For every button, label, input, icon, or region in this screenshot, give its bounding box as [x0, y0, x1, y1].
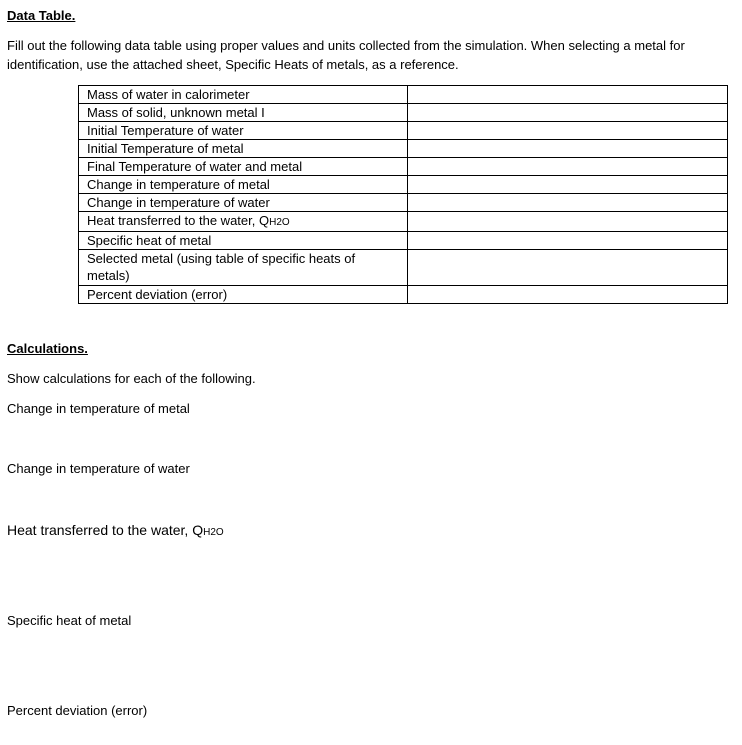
- table-row: [79, 176, 728, 194]
- data-table: [78, 85, 728, 304]
- table-row: [79, 286, 728, 304]
- data-table-heading: Data Table.: [7, 8, 76, 23]
- row-value-cell[interactable]: [408, 176, 728, 194]
- row-label: Mass of solid, unknown metal I: [79, 104, 408, 122]
- row-label: Mass of water in calorimeter: [79, 86, 408, 104]
- row-value-cell[interactable]: [408, 158, 728, 176]
- table-row: [79, 122, 728, 140]
- row-label: Initial Temperature of water: [79, 122, 408, 140]
- heat-label-text: Heat transferred to the water, Q: [87, 213, 270, 228]
- table-row: [79, 250, 728, 286]
- row-label: Change in temperature of water: [79, 194, 408, 212]
- row-value-cell[interactable]: [408, 122, 728, 140]
- table-row: [79, 140, 728, 158]
- calc-percent-deviation: Percent deviation (error): [7, 703, 148, 718]
- row-value-cell[interactable]: [408, 232, 728, 250]
- calc-heat-transferred: [7, 522, 224, 538]
- row-label: Percent deviation (error): [79, 286, 408, 304]
- row-label: Change in temperature of metal: [79, 176, 408, 194]
- row-value-cell[interactable]: [408, 250, 728, 286]
- row-label: Initial Temperature of metal: [79, 140, 408, 158]
- table-row: [79, 212, 728, 232]
- data-table-instructions: Fill out the following data table using proper values and units collected from the simulation. When selecting a metal for identification, use the attached sheet, Specific Heats of metals, as a reference.: [7, 38, 685, 72]
- table-row: [79, 194, 728, 212]
- table-row: [79, 104, 728, 122]
- row-value-cell[interactable]: [408, 212, 728, 232]
- row-value-cell[interactable]: [408, 140, 728, 158]
- calc-heat-label-text: Heat transferred to the water, Q: [7, 522, 204, 538]
- calculations-heading: Calculations.: [7, 341, 88, 356]
- row-value-cell[interactable]: [408, 104, 728, 122]
- table-row: [79, 232, 728, 250]
- calc-change-temp-water: Change in temperature of water: [7, 461, 190, 476]
- calculations-instruction: Show calculations for each of the following.: [7, 371, 256, 386]
- row-value-cell[interactable]: [408, 286, 728, 304]
- row-value-cell[interactable]: [408, 86, 728, 104]
- table-row: [79, 86, 728, 104]
- row-label: Final Temperature of water and metal: [79, 158, 408, 176]
- row-label: Selected metal (using table of specific heats of metals): [79, 250, 408, 286]
- heat-label-subscript: H2O: [269, 217, 290, 228]
- row-label: [79, 212, 408, 232]
- row-label: Specific heat of metal: [79, 232, 408, 250]
- table-row: [79, 158, 728, 176]
- calc-change-temp-metal: Change in temperature of metal: [7, 401, 190, 416]
- calc-heat-label-subscript: H2O: [203, 527, 224, 538]
- row-value-cell[interactable]: [408, 194, 728, 212]
- calc-specific-heat: Specific heat of metal: [7, 613, 132, 628]
